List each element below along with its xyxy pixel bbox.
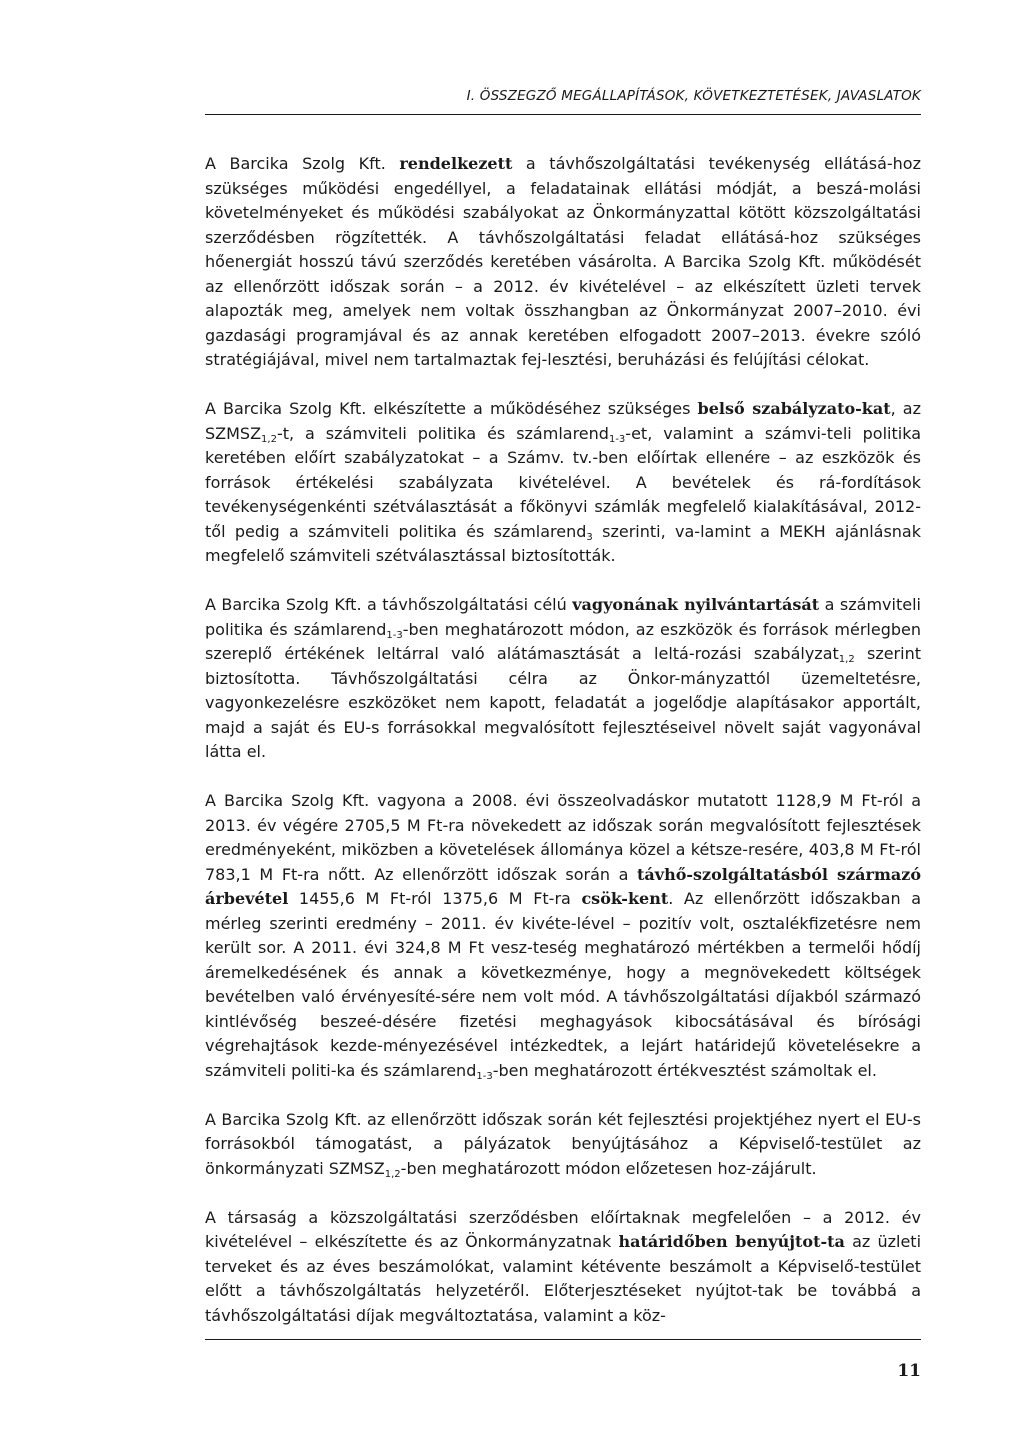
- text-run: a számviteli politika és számlarend: [205, 595, 921, 639]
- text-run: A Barcika Szolg Kft.: [205, 154, 400, 173]
- paragraph-6: [205, 1206, 921, 1329]
- subscript: 1-3: [608, 433, 626, 445]
- subscript: 1-3: [476, 1070, 493, 1082]
- text-run: A társaság a közszolgáltatási szerződésben előírtaknak megfelelően – a 2012. év kivételével – elkészítette és az Önkormányzatnak: [205, 1207, 921, 1251]
- text-run: -et, valamint a számvi-teli politika keretében előírt szabályzatokat – a Számv. tv.-ben előírtak ellenére – az eszközök és források értékelési szabályzata kivételével. A bevételek és rá-fordítások tevékenységenkénti szétválasztását a főkönyvi számlák megfelelő kialakításával, 2012-től pedig a számviteli politika és számlarend: [205, 423, 921, 541]
- text-run: 1455,6 M Ft-ról 1375,6 M Ft-ra: [288, 889, 582, 908]
- running-header: I. ÖSSZEGZŐ MEGÁLLAPÍTÁSOK, KÖVETKEZTETÉSEK, JAVASLATOK: [466, 88, 921, 104]
- text-run: szerinti, va-lamint a MEKH ajánlásnak megfelelő számviteli szétválasztással biztosították.: [205, 521, 922, 565]
- text-run: , az SZMSZ: [205, 399, 922, 443]
- text-run: . Az ellenőrzött időszakban a mérleg szerinti eredmény – 2011. év kivéte-lével – pozitív volt, osztalékfizetésre nem került sor. A 2011. évi 324,8 M Ft vesz-teség meghatározó mértékben a termelői hődíj áremelkedésének és annak a következménye, hogy a megnövekedett költségek bevételben való érvényesíté-sére nem volt mód. A távhőszolgáltatási díjakból származó kintlévőség beszeé-désére fizetési meghagyások kibocsátásával és bírósági végrehajtások kezde-ményezésével intézkedtek, a lejárt határidejű követelésekre a számviteli politi-ka és számlarend: [205, 889, 921, 1080]
- bold-term: rendelkezett: [399, 154, 513, 173]
- subscript: 3: [586, 531, 593, 543]
- paragraph-3: [205, 593, 921, 765]
- paragraph-2: [205, 397, 921, 569]
- text-run: szerint biztosította. Távhőszolgáltatási célra az Önkor-mányzattól üzemeltetésre, vagyonkezelésre eszközöket nem kapott, feladatát a jogelődje alapításakor apportált, majd a saját és EU-s forrásokkal megvalósított fejlesztéseivel növelt saját vagyonával látta el.: [205, 644, 921, 761]
- text-run: A Barcika Szolg Kft. a távhőszolgáltatási célú: [205, 595, 573, 614]
- bold-term: határidőben benyújtot-ta: [618, 1232, 845, 1251]
- subscript: 1,2: [384, 1168, 401, 1180]
- text-run: -ben meghatározott módon előzetesen hoz-zájárult.: [400, 1158, 817, 1178]
- text-run: A Barcika Szolg Kft. az ellenőrzött időszak során két fejlesztési projektjéhez nyert el EU-s forrásokból támogatást, a pályázatok benyújtásához a Képviselő-testület az önkormányzati SZMSZ: [205, 1109, 921, 1178]
- text-run: A Barcika Szolg Kft. elkészítette a működéséhez szükséges: [205, 399, 698, 418]
- text-run: A Barcika Szolg Kft. vagyona a 2008. évi összeolvadáskor mutatott 1128,9 M Ft-ról a 2013. év végére 2705,5 M Ft-ra növekedett az időszak során megvalósított fejlesztések eredményeként, miközben a követelések állománya közel a kétsze-resére, 403,8 M Ft-ról 783,1 M Ft-ra nőtt. Az ellenőrzött időszak során a: [205, 791, 921, 884]
- paragraph-1: [205, 152, 921, 373]
- footer-rule: [205, 1339, 921, 1340]
- bold-term: csök-kent: [581, 889, 669, 908]
- bold-term: vagyonának nyilvántartását: [572, 595, 820, 614]
- subscript: 1-3: [386, 629, 403, 641]
- header-rule: [205, 114, 921, 115]
- paragraph-4: [205, 789, 921, 1083]
- subscript: 1,2: [261, 433, 277, 445]
- text-run: -t, a számviteli politika és számlarend: [276, 423, 609, 443]
- text-run: az üzleti terveket és az éves beszámolókat, valamint kétévente beszámolt a Képviselő-testület előtt a távhőszolgáltatás helyzetéről. Előterjesztéseket nyújtot-tak be továbbá a távhőszolgáltatási díjak megváltoztatása, valamint a köz-: [205, 1232, 922, 1325]
- body-text: [205, 152, 921, 1353]
- bold-term: belső szabályzato-kat: [697, 399, 891, 418]
- text-run: a távhőszolgáltatási tevékenység ellátásá-hoz szükséges működési engedéllyel, a feladatainak ellátási módját, a beszá-molási követelményeket és működési szabályokat az Önkormányzattal kötött közszolgáltatási szerződésben rögzítették. A távhőszolgáltatási feladat ellátásá-hoz szükséges hőenergiát hosszú távú szerződés keretében vásárolta. A Barcika Szolg Kft. működését az ellenőrzött időszak során – a 2012. év kivételével – az elkészített üzleti tervek alapozták meg, amelyek nem voltak összhangban az Önkormányzat 2007–2010. évi gazdasági programjával és az annak keretében elfogadott 2007–2013. évekre szóló stratégiájával, mivel nem tartalmaztak fej-lesztési, beruházási és felújítási célokat.: [205, 154, 921, 369]
- paragraph-5: [205, 1108, 921, 1182]
- text-run: -ben meghatározott értékvesztést számoltak el.: [492, 1060, 877, 1080]
- page-number: 11: [897, 1361, 921, 1381]
- text-run: -ben meghatározott módon, az eszközök és források mérlegben szereplő értékének leltárral való alátámasztását a leltá-rozási szabályzat: [205, 619, 922, 663]
- bold-term: távhő-szolgáltatásból származó árbevétel: [205, 864, 921, 908]
- subscript: 1,2: [838, 654, 855, 665]
